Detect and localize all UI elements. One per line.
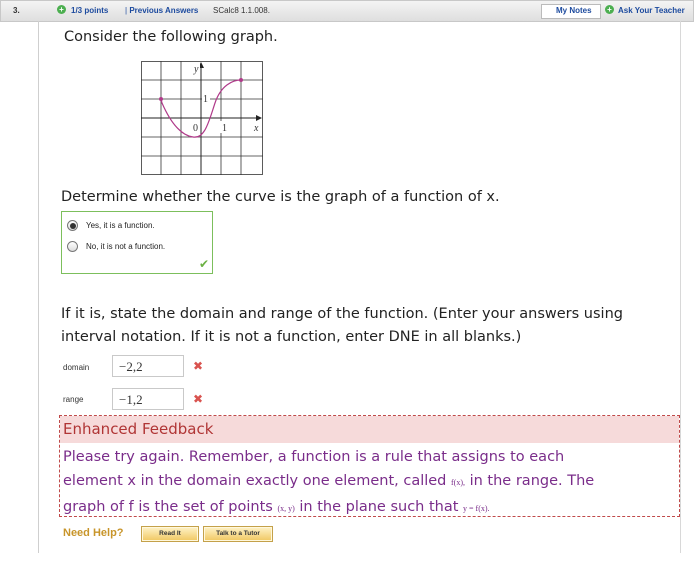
read-it-button[interactable]: Read It <box>141 526 199 542</box>
y-eq-fx-notation: y = f(x). <box>463 504 490 513</box>
curve-end-point <box>239 78 243 82</box>
my-notes-link[interactable]: My Notes <box>556 6 592 15</box>
checkmark-icon: ✔ <box>198 257 209 271</box>
range-input[interactable]: −1,2 <box>112 388 184 410</box>
x-axis-arrow <box>256 115 262 121</box>
function-graph <box>141 61 263 175</box>
feedback-line-2: element x in the domain exactly one element, called f(x), in the range. The <box>63 473 595 489</box>
left-border <box>38 21 39 553</box>
feedback-body <box>60 443 679 521</box>
talk-to-tutor-button[interactable]: Talk to a Tutor <box>203 526 273 542</box>
range-label: range <box>63 395 84 404</box>
fx-notation: f(x), <box>451 478 465 487</box>
x-tick-label: 1 <box>222 123 227 134</box>
domain-x-mark-icon: ✖ <box>193 359 204 373</box>
curve-start-point <box>159 97 163 101</box>
function-question: Determine whether the curve is the graph of a function of x. <box>61 189 500 205</box>
feedback-title: Enhanced Feedback <box>60 416 679 443</box>
radio-no[interactable] <box>67 241 78 252</box>
option-no[interactable] <box>67 241 165 252</box>
option-yes[interactable] <box>67 220 155 231</box>
points-label: 1/3 points <box>71 6 109 15</box>
question-header <box>0 0 694 22</box>
origin-label: 0 <box>193 123 198 134</box>
right-border <box>680 21 681 553</box>
source-label: SCalc8 1.1.008. <box>213 6 270 15</box>
question-number: 3. <box>13 6 20 15</box>
enhanced-feedback-box <box>59 415 680 517</box>
option-no-label: No, it is not a function. <box>86 242 166 251</box>
x-axis-label: x <box>254 123 259 134</box>
radio-yes[interactable] <box>67 220 78 231</box>
option-yes-label: Yes, it is a function. <box>86 221 155 230</box>
range-x-mark-icon: ✖ <box>193 392 204 406</box>
y-axis-label: y <box>194 64 199 75</box>
xy-notation: (x, y) <box>277 504 295 513</box>
function-choice-group <box>61 211 213 274</box>
expand-icon[interactable]: + <box>57 5 66 14</box>
domain-range-question: If it is, state the domain and range of the function. (Enter your answers using interval notation. If it is not a function, enter DNE in all blanks.) <box>61 306 623 345</box>
y-tick-label: 1 <box>203 94 208 105</box>
need-help-label: Need Help? <box>63 527 124 539</box>
previous-answers-link[interactable]: | Previous Answers <box>125 6 199 15</box>
domain-label: domain <box>63 363 90 372</box>
ask-teacher-link[interactable]: Ask Your Teacher <box>618 6 685 15</box>
domain-input[interactable]: −2,2 <box>112 355 184 377</box>
question-prompt: Consider the following graph. <box>64 29 278 45</box>
feedback-line-3: graph of f is the set of points (x, y) in the plane such that y = f(x). <box>63 499 490 515</box>
feedback-line-1: Please try again. Remember, a function is a rule that assigns to each <box>63 449 565 465</box>
ask-teacher-icon[interactable]: + <box>605 5 614 14</box>
